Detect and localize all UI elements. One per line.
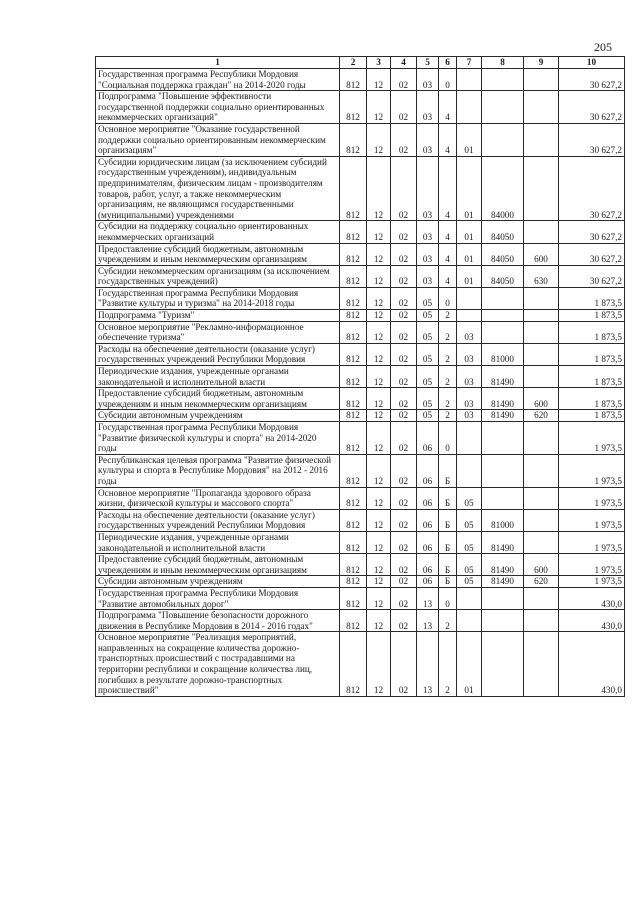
- code-cell: 12: [367, 422, 391, 455]
- code-cell: [524, 366, 559, 388]
- table-row: [96, 310, 625, 322]
- row-description: Основное мероприятие "Оказание государственной поддержки социально ориентированным некоммерческим организациям": [96, 123, 340, 156]
- code-cell: 12: [367, 287, 391, 309]
- table-row: [96, 123, 625, 156]
- code-cell: 812: [340, 366, 367, 388]
- amount-cell: 30 627,2: [559, 265, 625, 287]
- row-description: Предоставление субсидий бюджетным, автономным учреждениям и иным некоммерческим организациям: [96, 554, 340, 576]
- code-cell: 03: [417, 91, 439, 124]
- code-cell: 05: [417, 321, 439, 343]
- code-cell: 12: [367, 531, 391, 553]
- amount-cell: 430,0: [559, 610, 625, 632]
- code-cell: 02: [391, 265, 417, 287]
- header-cell: 1: [96, 57, 340, 69]
- code-cell: 02: [391, 69, 417, 91]
- row-description: Расходы на обеспечение деятельности (оказание услуг) государственных учреждений Республики Мордовия: [96, 509, 340, 531]
- code-cell: 02: [391, 156, 417, 221]
- code-cell: 03: [417, 69, 439, 91]
- amount-cell: 30 627,2: [559, 156, 625, 221]
- code-cell: 812: [340, 287, 367, 309]
- code-cell: 812: [340, 531, 367, 553]
- code-cell: 12: [367, 454, 391, 487]
- code-cell: 812: [340, 91, 367, 124]
- code-cell: 84000: [482, 156, 524, 221]
- code-cell: 2: [439, 343, 457, 365]
- code-cell: 12: [367, 632, 391, 697]
- amount-cell: 1 973,5: [559, 531, 625, 553]
- code-cell: 812: [340, 343, 367, 365]
- table-row: [96, 554, 625, 576]
- row-description: Подпрограмма "Туризм": [96, 310, 340, 322]
- code-cell: [524, 91, 559, 124]
- code-cell: 05: [457, 531, 482, 553]
- code-cell: [524, 454, 559, 487]
- code-cell: 06: [417, 509, 439, 531]
- table-row: [96, 410, 625, 422]
- code-cell: 06: [417, 576, 439, 588]
- code-cell: 630: [524, 265, 559, 287]
- code-cell: 812: [340, 554, 367, 576]
- code-cell: 0: [439, 69, 457, 91]
- code-cell: Б: [439, 554, 457, 576]
- code-cell: [482, 321, 524, 343]
- code-cell: 12: [367, 610, 391, 632]
- code-cell: 06: [417, 487, 439, 509]
- code-cell: 2: [439, 610, 457, 632]
- code-cell: 12: [367, 366, 391, 388]
- code-cell: [524, 531, 559, 553]
- table-row: [96, 610, 625, 632]
- code-cell: 812: [340, 422, 367, 455]
- table-row: [96, 487, 625, 509]
- code-cell: [482, 310, 524, 322]
- code-cell: 01: [457, 243, 482, 265]
- code-cell: 05: [457, 554, 482, 576]
- code-cell: [457, 454, 482, 487]
- code-cell: 02: [391, 554, 417, 576]
- code-cell: 620: [524, 576, 559, 588]
- code-cell: 13: [417, 587, 439, 609]
- table-row: [96, 321, 625, 343]
- row-description: Субсидии некоммерческим организациям (за исключением государственных учреждений): [96, 265, 340, 287]
- code-cell: 05: [417, 366, 439, 388]
- code-cell: 03: [417, 221, 439, 243]
- code-cell: [457, 287, 482, 309]
- code-cell: 05: [417, 287, 439, 309]
- table-row: [96, 265, 625, 287]
- code-cell: 12: [367, 69, 391, 91]
- code-cell: [524, 587, 559, 609]
- code-cell: 4: [439, 156, 457, 221]
- code-cell: 12: [367, 388, 391, 410]
- code-cell: 812: [340, 156, 367, 221]
- code-cell: 02: [391, 410, 417, 422]
- row-description: Субсидии юридическим лицам (за исключением субсидий государственным учреждениям), индивидуальным предпринимателям, физическим лицам - производителям товаров, работ, услуг, а также некоммерческим организациям, не являющимся государственными (муниципальными) учреждениями: [96, 156, 340, 221]
- amount-cell: 1 973,5: [559, 576, 625, 588]
- code-cell: [482, 422, 524, 455]
- table-row: [96, 632, 625, 697]
- amount-cell: 1 873,5: [559, 321, 625, 343]
- code-cell: 812: [340, 587, 367, 609]
- code-cell: 12: [367, 221, 391, 243]
- code-cell: 81000: [482, 509, 524, 531]
- row-description: Государственная программа Республики Мордовия "Социальная поддержка граждан" на 2014-2020 годы: [96, 69, 340, 91]
- code-cell: 12: [367, 487, 391, 509]
- code-cell: 02: [391, 531, 417, 553]
- code-cell: 05: [417, 343, 439, 365]
- code-cell: 84050: [482, 265, 524, 287]
- code-cell: 4: [439, 221, 457, 243]
- code-cell: [524, 287, 559, 309]
- code-cell: Б: [439, 576, 457, 588]
- code-cell: 02: [391, 587, 417, 609]
- code-cell: [482, 632, 524, 697]
- amount-cell: 1 973,5: [559, 509, 625, 531]
- code-cell: 812: [340, 310, 367, 322]
- code-cell: [482, 287, 524, 309]
- code-cell: [482, 487, 524, 509]
- row-description: Основное мероприятие "Рекламно-информационное обеспечение туризма": [96, 321, 340, 343]
- code-cell: 620: [524, 410, 559, 422]
- code-cell: 812: [340, 388, 367, 410]
- table-row: [96, 531, 625, 553]
- code-cell: 05: [417, 410, 439, 422]
- header-cell: 2: [340, 57, 367, 69]
- code-cell: 2: [439, 321, 457, 343]
- budget-table: [95, 56, 625, 697]
- code-cell: [524, 343, 559, 365]
- table-row: [96, 221, 625, 243]
- code-cell: [524, 221, 559, 243]
- code-cell: 03: [457, 321, 482, 343]
- row-description: Подпрограмма "Повышение безопасности дорожного движения в Республике Мордовия в 2014 - 2016 годах": [96, 610, 340, 632]
- code-cell: 2: [439, 632, 457, 697]
- amount-cell: 1 873,5: [559, 310, 625, 322]
- code-cell: Б: [439, 487, 457, 509]
- code-cell: 02: [391, 388, 417, 410]
- table-row: [96, 422, 625, 455]
- code-cell: [482, 610, 524, 632]
- code-cell: 03: [417, 243, 439, 265]
- code-cell: 12: [367, 576, 391, 588]
- code-cell: 4: [439, 265, 457, 287]
- code-cell: 02: [391, 321, 417, 343]
- code-cell: 12: [367, 156, 391, 221]
- code-cell: 84050: [482, 243, 524, 265]
- code-cell: [524, 487, 559, 509]
- row-description: Государственная программа Республики Мордовия "Развитие автомобильных дорог": [96, 587, 340, 609]
- code-cell: 812: [340, 632, 367, 697]
- code-cell: 812: [340, 454, 367, 487]
- code-cell: 13: [417, 632, 439, 697]
- code-cell: 812: [340, 410, 367, 422]
- amount-cell: 1 873,5: [559, 366, 625, 388]
- code-cell: 02: [391, 343, 417, 365]
- amount-cell: 430,0: [559, 632, 625, 697]
- row-description: Предоставление субсидий бюджетным, автономным учреждениям и иным некоммерческим организациям: [96, 243, 340, 265]
- code-cell: [524, 632, 559, 697]
- code-cell: 2: [439, 410, 457, 422]
- table-row: [96, 243, 625, 265]
- code-cell: 02: [391, 487, 417, 509]
- code-cell: 05: [417, 310, 439, 322]
- code-cell: [524, 321, 559, 343]
- code-cell: 2: [439, 310, 457, 322]
- code-cell: 03: [457, 410, 482, 422]
- code-cell: [457, 587, 482, 609]
- code-cell: [457, 91, 482, 124]
- code-cell: 81490: [482, 388, 524, 410]
- row-description: Периодические издания, учрежденные органами законодательной и исполнительной власти: [96, 366, 340, 388]
- code-cell: 812: [340, 321, 367, 343]
- code-cell: 81490: [482, 576, 524, 588]
- amount-cell: 1 973,5: [559, 454, 625, 487]
- code-cell: [482, 69, 524, 91]
- code-cell: [524, 509, 559, 531]
- code-cell: 01: [457, 265, 482, 287]
- code-cell: 03: [417, 156, 439, 221]
- code-cell: 12: [367, 123, 391, 156]
- code-cell: 12: [367, 321, 391, 343]
- code-cell: 02: [391, 243, 417, 265]
- amount-cell: 1 873,5: [559, 410, 625, 422]
- code-cell: 05: [457, 509, 482, 531]
- row-description: Государственная программа Республики Мордовия "Развитие культуры и туризма" на 2014-2018 годы: [96, 287, 340, 309]
- code-cell: 03: [417, 265, 439, 287]
- code-cell: 600: [524, 554, 559, 576]
- code-cell: Б: [439, 531, 457, 553]
- code-cell: 02: [391, 310, 417, 322]
- table-row: [96, 587, 625, 609]
- code-cell: 0: [439, 587, 457, 609]
- row-description: Республиканская целевая программа "Развитие физической культуры и спорта в Республике Мордовия" на 2012 - 2016 годы: [96, 454, 340, 487]
- code-cell: 81490: [482, 366, 524, 388]
- code-cell: [524, 156, 559, 221]
- table-row: [96, 576, 625, 588]
- code-cell: [524, 610, 559, 632]
- code-cell: 812: [340, 69, 367, 91]
- header-cell: 3: [367, 57, 391, 69]
- code-cell: [457, 310, 482, 322]
- code-cell: 03: [457, 366, 482, 388]
- code-cell: 05: [457, 576, 482, 588]
- code-cell: 12: [367, 509, 391, 531]
- amount-cell: 1 873,5: [559, 388, 625, 410]
- amount-cell: 1 873,5: [559, 343, 625, 365]
- code-cell: 812: [340, 221, 367, 243]
- code-cell: 01: [457, 123, 482, 156]
- header-cell: 5: [417, 57, 439, 69]
- amount-cell: 1 873,5: [559, 287, 625, 309]
- header-cell: 6: [439, 57, 457, 69]
- header-cell: 10: [559, 57, 625, 69]
- code-cell: 06: [417, 454, 439, 487]
- code-cell: 13: [417, 610, 439, 632]
- code-cell: 84050: [482, 221, 524, 243]
- table-row: [96, 388, 625, 410]
- code-cell: 01: [457, 632, 482, 697]
- code-cell: 02: [391, 287, 417, 309]
- code-cell: 812: [340, 265, 367, 287]
- row-description: Подпрограмма "Повышение эффективности государственной поддержки социально ориентированных некоммерческих организаций": [96, 91, 340, 124]
- row-description: Основное мероприятие "Пропаганда здорового образа жизни, физической культуры и массового спорта": [96, 487, 340, 509]
- code-cell: 81490: [482, 531, 524, 553]
- amount-cell: 1 973,5: [559, 422, 625, 455]
- header-cell: 4: [391, 57, 417, 69]
- table-row: [96, 91, 625, 124]
- table-row: [96, 366, 625, 388]
- code-cell: 812: [340, 487, 367, 509]
- code-cell: 12: [367, 410, 391, 422]
- code-cell: [457, 610, 482, 632]
- code-cell: [524, 69, 559, 91]
- code-cell: 12: [367, 91, 391, 124]
- code-cell: 600: [524, 243, 559, 265]
- code-cell: 812: [340, 576, 367, 588]
- row-description: Субсидии автономным учреждениям: [96, 410, 340, 422]
- code-cell: 12: [367, 587, 391, 609]
- header-cell: 9: [524, 57, 559, 69]
- code-cell: 01: [457, 156, 482, 221]
- code-cell: [457, 69, 482, 91]
- table-row: [96, 69, 625, 91]
- code-cell: 4: [439, 91, 457, 124]
- code-cell: 81490: [482, 410, 524, 422]
- amount-cell: 1 973,5: [559, 554, 625, 576]
- code-cell: 02: [391, 422, 417, 455]
- header-cell: 7: [457, 57, 482, 69]
- code-cell: 06: [417, 531, 439, 553]
- code-cell: 0: [439, 422, 457, 455]
- code-cell: 06: [417, 554, 439, 576]
- code-cell: [482, 91, 524, 124]
- page-number: 205: [594, 40, 612, 54]
- code-cell: 03: [417, 123, 439, 156]
- amount-cell: 1 973,5: [559, 487, 625, 509]
- code-cell: 03: [457, 343, 482, 365]
- code-cell: 812: [340, 243, 367, 265]
- code-cell: 81490: [482, 554, 524, 576]
- table-row: [96, 343, 625, 365]
- code-cell: 4: [439, 123, 457, 156]
- row-description: Основное мероприятие "Реализация мероприятий, направленных на сокращение количества дорожно-транспортных происшествий с пострадавшими на территории республики и сокращение количества лиц, погибших в результате дорожно-транспортных происшествий": [96, 632, 340, 697]
- amount-cell: 30 627,2: [559, 243, 625, 265]
- code-cell: [457, 422, 482, 455]
- code-cell: 02: [391, 454, 417, 487]
- amount-cell: 30 627,2: [559, 91, 625, 124]
- table-row: [96, 509, 625, 531]
- row-description: Государственная программа Республики Мордовия "Развитие физической культуры и спорта" на 2014-2020 годы: [96, 422, 340, 455]
- code-cell: 02: [391, 221, 417, 243]
- code-cell: 4: [439, 243, 457, 265]
- code-cell: [482, 587, 524, 609]
- amount-cell: 430,0: [559, 587, 625, 609]
- code-cell: 12: [367, 554, 391, 576]
- code-cell: 02: [391, 576, 417, 588]
- code-cell: 812: [340, 610, 367, 632]
- code-cell: [524, 422, 559, 455]
- header-row: [96, 57, 625, 69]
- code-cell: 02: [391, 91, 417, 124]
- row-description: Предоставление субсидий бюджетным, автономным учреждениям и иным некоммерческим организациям: [96, 388, 340, 410]
- code-cell: 812: [340, 123, 367, 156]
- code-cell: [524, 123, 559, 156]
- code-cell: 12: [367, 310, 391, 322]
- code-cell: 02: [391, 632, 417, 697]
- code-cell: 2: [439, 366, 457, 388]
- code-cell: 02: [391, 123, 417, 156]
- code-cell: 02: [391, 509, 417, 531]
- code-cell: 02: [391, 610, 417, 632]
- row-description: Субсидии автономным учреждениям: [96, 576, 340, 588]
- code-cell: 12: [367, 243, 391, 265]
- code-cell: 01: [457, 221, 482, 243]
- code-cell: 600: [524, 388, 559, 410]
- code-cell: 02: [391, 366, 417, 388]
- code-cell: Б: [439, 509, 457, 531]
- row-description: Периодические издания, учрежденные органами законодательной и исполнительной власти: [96, 531, 340, 553]
- table-row: [96, 287, 625, 309]
- amount-cell: 30 627,2: [559, 123, 625, 156]
- code-cell: [482, 454, 524, 487]
- code-cell: 81000: [482, 343, 524, 365]
- code-cell: 05: [457, 487, 482, 509]
- code-cell: 06: [417, 422, 439, 455]
- code-cell: 2: [439, 388, 457, 410]
- table-row: [96, 156, 625, 221]
- row-description: Расходы на обеспечение деятельности (оказание услуг) государственных учреждений Республики Мордовия: [96, 343, 340, 365]
- code-cell: 05: [417, 388, 439, 410]
- header-cell: 8: [482, 57, 524, 69]
- row-description: Субсидии на поддержку социально ориентированных некоммерческих организаций: [96, 221, 340, 243]
- amount-cell: 30 627,2: [559, 69, 625, 91]
- amount-cell: 30 627,2: [559, 221, 625, 243]
- code-cell: 812: [340, 509, 367, 531]
- code-cell: 12: [367, 265, 391, 287]
- code-cell: [524, 310, 559, 322]
- code-cell: 0: [439, 287, 457, 309]
- code-cell: 12: [367, 343, 391, 365]
- table-row: [96, 454, 625, 487]
- table-body: [96, 69, 625, 697]
- code-cell: Б: [439, 454, 457, 487]
- code-cell: [482, 123, 524, 156]
- code-cell: 03: [457, 388, 482, 410]
